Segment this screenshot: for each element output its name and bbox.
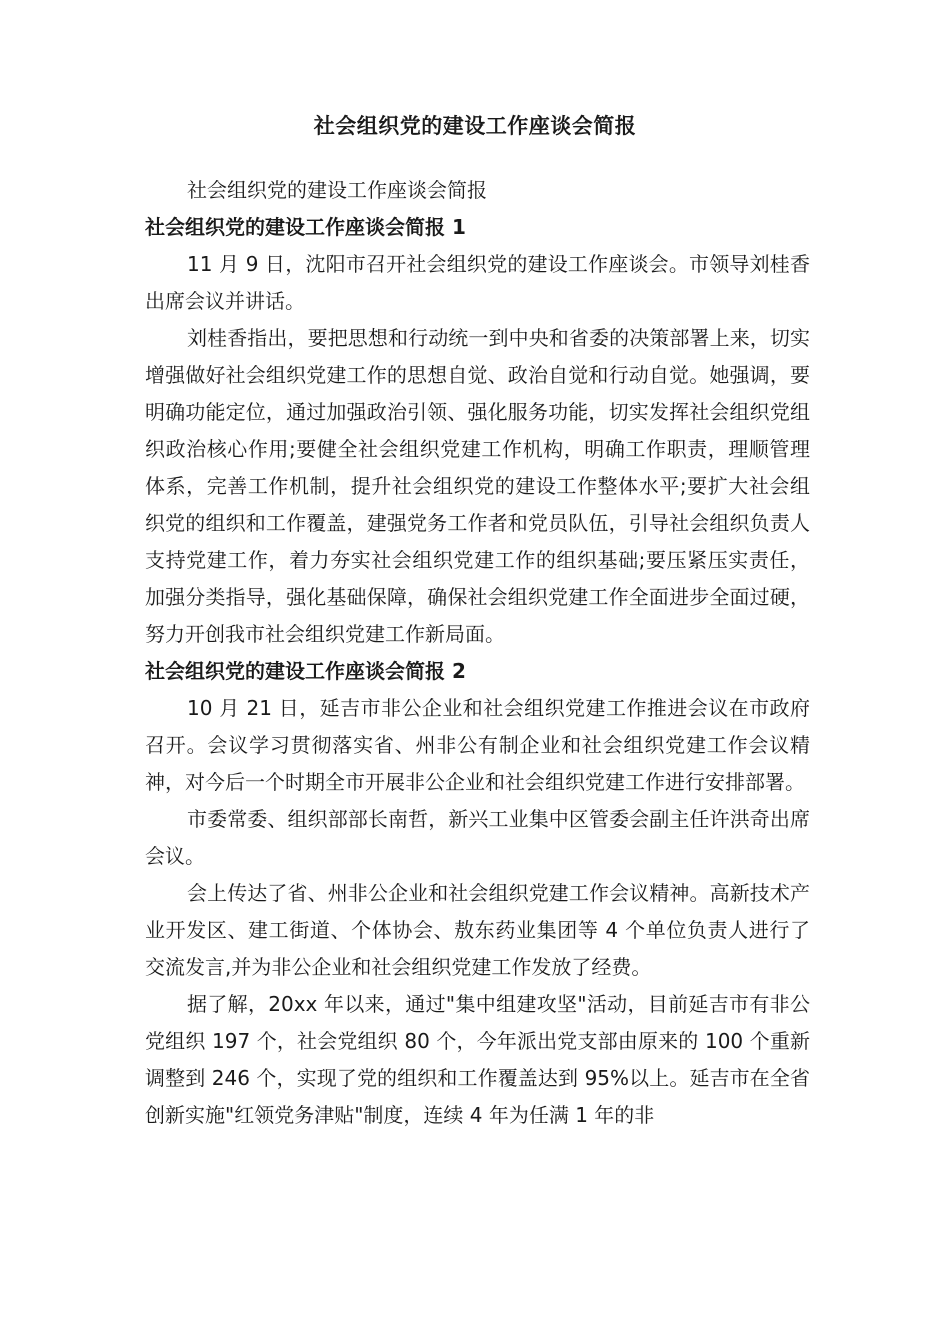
section-1-paragraph: 11 月 9 日，沈阳市召开社会组织党的建设工作座谈会。市领导刘桂香出席会议并讲话。 xyxy=(145,252,810,313)
document-title: 社会组织党的建设工作座谈会简报 xyxy=(313,114,637,138)
section-2-paragraph: 据了解，20xx 年以来，通过"集中组建攻坚"活动，目前延吉市有非公党组织 197 个，社会党组织 80 个，今年派出党支部由原来的 100 个重新调整到 246 个，实现了党的组织和工作覆盖达到 95%以上。延吉市在全省创新实施"红领党务津贴"制度，连续 4 年为任满 1 年的非 xyxy=(145,992,810,1127)
section-2-paragraph: 10 月 21 日，延吉市非公企业和社会组织党建工作推进会议在市政府召开。会议学习贯彻落实省、州非公有制企业和社会组织党建工作会议精神，对今后一个时期全市开展非公企业和社会组织党建工作进行安排部署。 xyxy=(145,696,810,794)
section-2-paragraph: 会上传达了省、州非公企业和社会组织党建工作会议精神。高新技术产业开发区、建工街道、个体协会、敖东药业集团等 4 个单位负责人进行了交流发言,并为非公企业和社会组织党建工作发放了经费。 xyxy=(145,881,810,979)
section-2-paragraph: 市委常委、组织部部长南哲，新兴工业集中区管委会副主任许洪奇出席会议。 xyxy=(145,807,810,868)
document-body xyxy=(145,172,810,1134)
section-heading-2: 社会组织党的建设工作座谈会简报 2 xyxy=(145,659,466,683)
section-1-paragraph: 刘桂香指出，要把思想和行动统一到中央和省委的决策部署上来，切实增强做好社会组织党建工作的思想自觉、政治自觉和行动自觉。她强调，要明确功能定位，通过加强政治引领、强化服务功能，切实发挥社会组织党组织政治核心作用;要健全社会组织党建工作机构，明确工作职责，理顺管理体系，完善工作机制，提升社会组织党的建设工作整体水平;要扩大社会组织党的组织和工作覆盖，建强党务工作者和党员队伍，引导社会组织负责人支持党建工作，着力夯实社会组织党建工作的组织基础;要压紧压实责任，加强分类指导，强化基础保障，确保社会组织党建工作全面进步全面过硬，努力开创我市社会组织党建工作新局面。 xyxy=(145,326,810,646)
section-heading-1: 社会组织党的建设工作座谈会简报 1 xyxy=(145,215,466,239)
intro-paragraph: 社会组织党的建设工作座谈会简报 xyxy=(187,178,487,202)
